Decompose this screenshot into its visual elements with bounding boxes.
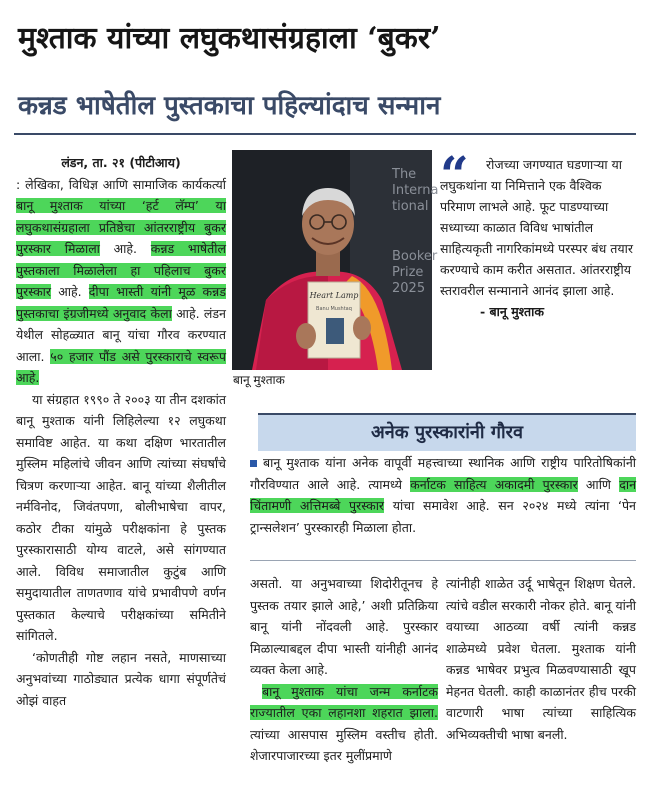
backdrop-text: 2025 xyxy=(392,281,426,296)
backdrop-text: The xyxy=(392,167,417,182)
pull-quote xyxy=(440,154,636,322)
highlight: कन्नड भाषेतील पुस्तकाला मिळालेला हा पहिलाच बुकर पुरस्कार xyxy=(16,241,226,299)
subheadline: कन्नड भाषेतील पुस्तकाचा पहिल्यांदाच सन्मान xyxy=(18,91,441,121)
backdrop-text: Booker xyxy=(392,249,438,264)
highlight: बानू मुश्ताक यांचा जन्म कर्नाटक राज्यातील एका लहानशा शहरात झाला. xyxy=(250,683,438,720)
backdrop-text: tional xyxy=(392,199,429,214)
awards-box-title: अनेक पुरस्कारांनी गौरव xyxy=(258,413,636,451)
highlight: दीपा भास्ती यांनी मूळ कन्नड पुस्तकाचा इंग्रजीमध्ये अनुवाद केला xyxy=(16,284,226,321)
quote-mark-icon: “ xyxy=(440,145,469,204)
book-author: Banu Mushtaq xyxy=(316,306,352,312)
pull-quote-text: रोजच्या जगण्यात घडणाऱ्या या लघुकथांना या निमित्ताने एक वैश्विक परिमाण लाभले आहे. फूट पाडण्याच्या सध्याच्या काळात विविध भाषांतील साहित्यकृती नागरिकांमध्ये परस्पर बंध तयार करण्याचे काम करीत असतात. आंतरराष्ट्रीय स्तरावरील सन्मानाने आनंद झाला आहे. xyxy=(440,157,633,298)
backdrop-text: Interna xyxy=(392,183,439,198)
article-column-1 xyxy=(16,152,226,800)
backdrop-text: Prize xyxy=(392,265,424,280)
pull-quote-author: - बानू मुश्ताक xyxy=(480,304,544,319)
highlight: कर्नाटक साहित्य अकादमी पुरस्कार xyxy=(410,476,578,492)
awards-box-body: बानू मुश्ताक यांना अनेक वापूर्वी महत्त्वाच्या स्थानिक आणि राष्ट्रीय पारितोषिकांनी गौरविण्यात आले आहे. त्यामध्ये कर्नाटक साहित्य अकादमी पुरस्कार आणि दान चिंतामणी अत्तिमब्बे पुरस्कार यांचा समावेश आहे. सन २०२४ मध्ये त्यांना ‘पेन ट्रान्सलेशन’ पुरस्कारही मिळाला होता. xyxy=(250,455,637,535)
photo-caption: बानू मुश्ताक xyxy=(233,373,285,387)
article-column-3: त्यांनीही शाळेत उर्दू भाषेतून शिक्षण घेतले. त्यांचे वडील सरकारी नोकर होते. बानू यांनी वयाच्या आठव्या वर्षी त्यांनी कन्नड शाळेमध्ये प्रवेश घेतला. मुश्ताक यांनी कन्नड भाषेवर प्रभुत्व मिळवण्यासाठी खूप मेहनत घेतली. काही काळानंतर हीच परकी वाटणारी भाषा त्यांच्या साहित्यिक अभिव्यक्तीची भाषा बनली. xyxy=(446,576,636,742)
highlight: ५० हजार पौंड असे पुरस्काराचे स्वरूप आहे. xyxy=(16,348,226,385)
highlight: बानू मुश्ताक यांच्या ‘हर्ट लॅम्प’ या लघुकथासंग्रहाला प्रतिष्ठेचा आंतरराष्ट्रीय बुकर पुरस्कार मिळाला xyxy=(16,198,226,256)
awards-box-rule xyxy=(250,560,636,561)
book-title: Heart Lamp xyxy=(309,291,359,300)
bullet-icon xyxy=(250,460,257,467)
highlight: दान चिंतामणी अत्तिमब्बे पुरस्कार xyxy=(250,476,637,513)
article-column-2: असतो. या अनुभवाच्या शिदोरीतूनच हे पुस्तक तयार झाले आहे,’ अशी प्रतिक्रिया बानू यांनी नोंदवली आहे. पुरस्कार मिळाल्याबद्दल दीपा भास्ती यांनीही आनंद व्यक्त केला आहे. बानू मुश्ताक यांचा जन्म कर्नाटक राज्यातील एका लहानशा शहरात झाला. त्यांच्या आसपास मुस्लिम वस्तीच होती. शेजारपाजारच्या इतर मुलींप्रमाणे xyxy=(250,576,438,763)
article-paragraph-2: या संग्रहात १९९० ते २००३ या तीन दशकांत बानू मुश्ताक यांनी लिहिलेल्या १२ लघुकथा समाविष्ट आहेत. या कथा दक्षिण भारतातील मुस्लिम महिलांचे जीवन आणि त्यांच्या संघर्षांचे चित्रण करणाऱ्या आहेत. बानू यांच्या शैलीतील नर्मविनोद, जिवंतपणा, बोलीभाषेचा वापर, कठोर टीका यांमुळे परीक्षकांना हे पुस्तक पुरस्कारासाठी योग्य वाटले, असे सांगण्यात आले. विविध समाजातील कुटुंब आणि समुदायातील ताणतणाव यांचे प्रभावीपणे वर्णन पुस्तकात केल्याचे परीक्षकांच्या समितीने सांगितले. xyxy=(16,391,226,643)
author-photo-illustration xyxy=(232,150,439,370)
headline: मुश्ताक यांच्या लघुकथासंग्रहाला ‘बुकर’ xyxy=(18,21,441,56)
article-paragraph-1: लंडन, ता. २१ (पीटीआय) : लेखिका, विधिज्ञ आणि सामाजिक कार्यकर्त्या बानू मुश्ताक यांच्या ‘हर्ट लॅम्प’ या लघुकथासंग्रहाला प्रतिष्ठेचा आंतरराष्ट्रीय बुकर पुरस्कार मिळाला आहे. कन्नड भाषेतील पुस्तकाला मिळालेला हा पहिलाच बुकर पुरस्कार आहे. दीपा भास्ती यांनी मूळ कन्नड पुस्तकाचा इंग्रजीमध्ये अनुवाद केला आहे. लंडन येथील सोहळ्यात बानू यांचा गौरव करण्यात आला. ५० हजार पौंड असे पुरस्काराचे स्वरूप आहे. xyxy=(16,152,226,389)
author-photo xyxy=(232,150,439,370)
dateline: लंडन, ता. २१ (पीटीआय) xyxy=(61,155,181,170)
header-rule xyxy=(14,133,636,135)
article-paragraph-3: ‘कोणतीही गोष्ट लहान नसते, माणसाच्या अनुभवांच्या गाठोड्यात प्रत्येक धागा संपूर्णतेचं ओझं वाहत xyxy=(16,649,226,708)
